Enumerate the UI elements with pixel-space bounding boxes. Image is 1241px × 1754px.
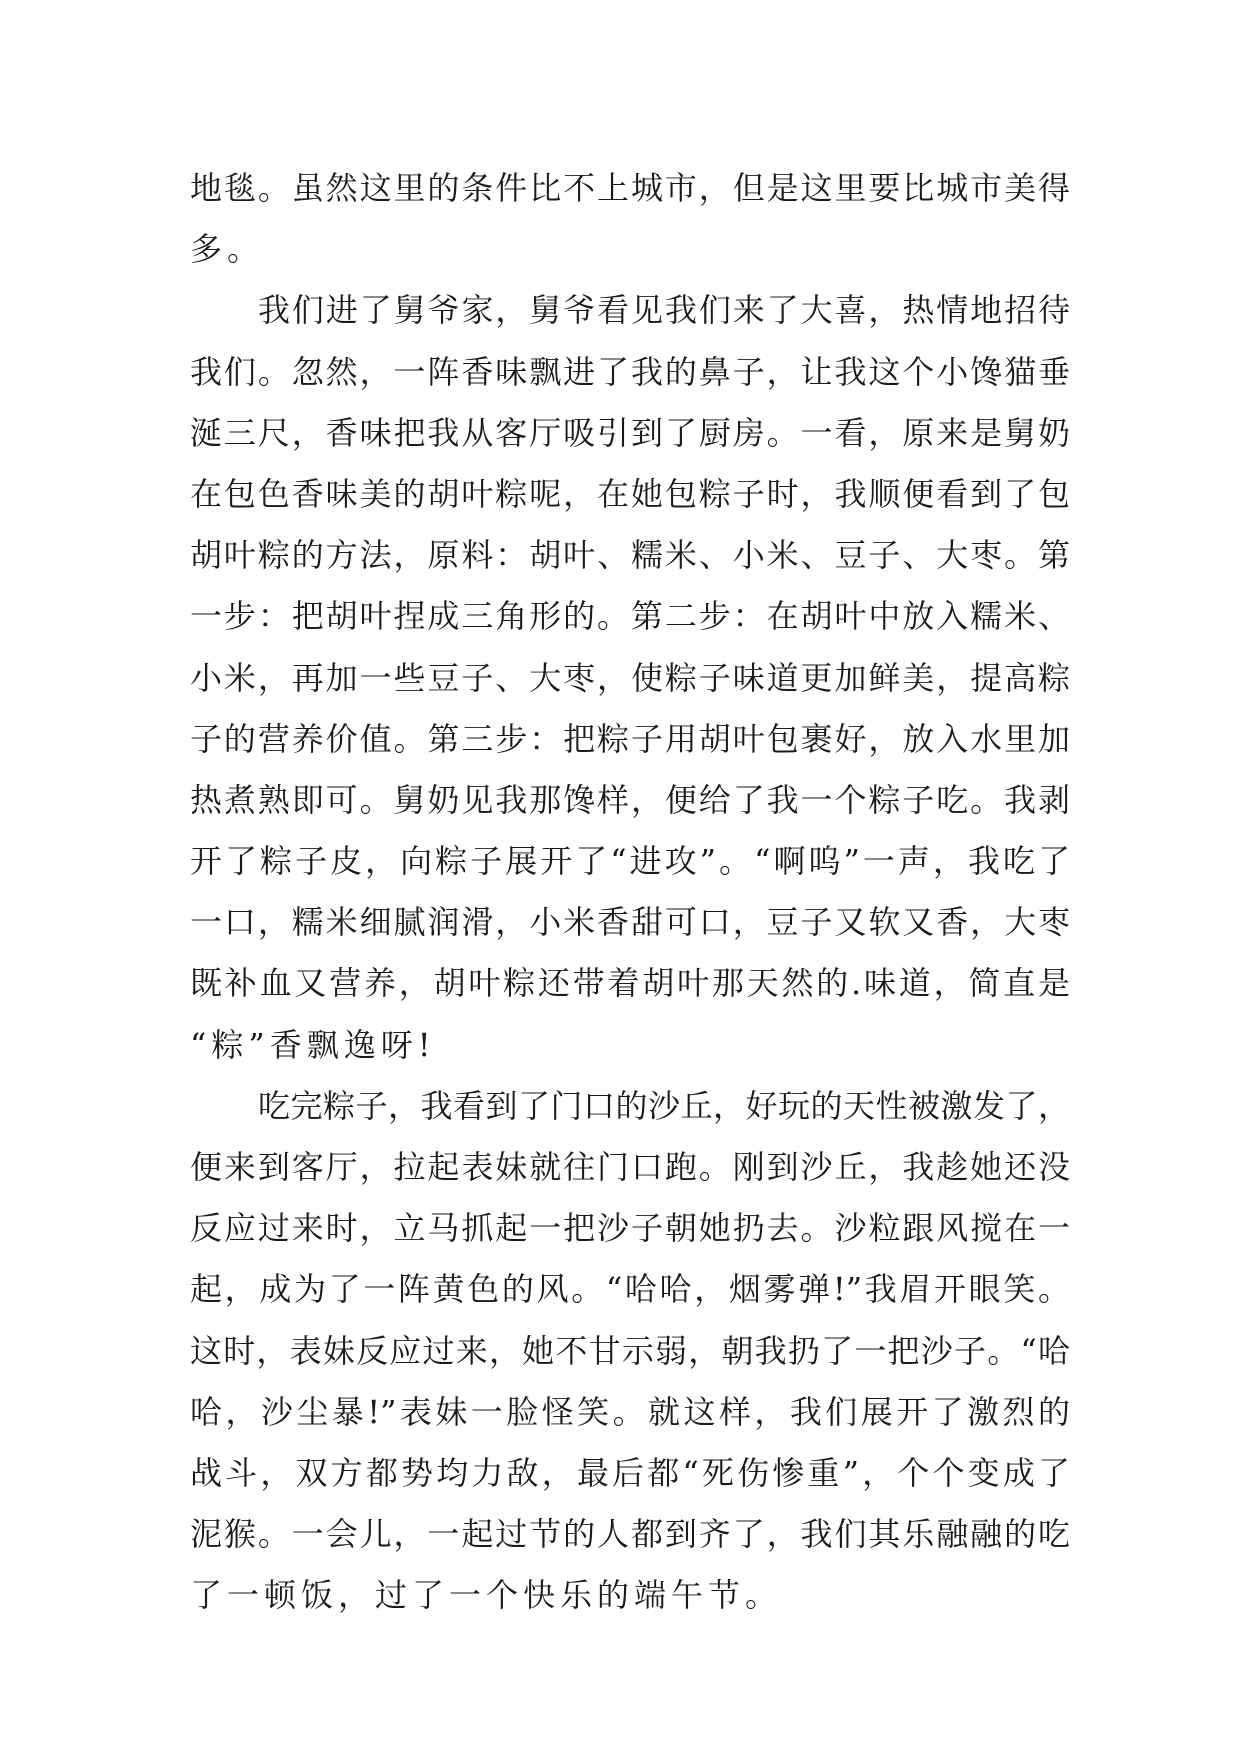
paragraph-start-line: 我们进了舅爷家，舅爷看见我们来了大喜，热情地招待 bbox=[258, 291, 1070, 330]
text-line: 既补血又营养，胡叶粽还带着胡叶那天然的.味道，简直是 bbox=[190, 964, 1070, 1003]
text-line: 便来到客厅，拉起表妹就往门口跑。刚到沙丘，我趁她还没 bbox=[190, 1148, 1070, 1186]
text-line: 地毯。虽然这里的条件比不上城市，但是这里要比城市美得 bbox=[190, 169, 1070, 207]
text-line: 热煮熟即可。舅奶见我那馋样，便给了我一个粽子吃。我剥 bbox=[190, 780, 1070, 819]
text-line: 子的营养价值。第三步：把粽子用胡叶包裹好，放入水里加 bbox=[190, 719, 1070, 758]
text-line: “粽”香飘逸呀! bbox=[190, 1025, 436, 1064]
text-line: 在包色香味美的胡叶粽呢，在她包粽子时，我顺便看到了包 bbox=[190, 474, 1070, 513]
document-body bbox=[190, 158, 1070, 1627]
text-line: 这时，表妹反应过来，她不甘示弱，朝我扔了一把沙子。“哈 bbox=[190, 1331, 1070, 1370]
text-line: 小米，再加一些豆子、大枣，使粽子味道更加鲜美，提高粽 bbox=[190, 658, 1070, 697]
text-line: 我们。忽然，一阵香味飘进了我的鼻子，让我这个小馋猫垂 bbox=[190, 352, 1070, 391]
text-line: 泥猴。一会儿，一起过节的人都到齐了，我们其乐融融的吃 bbox=[190, 1515, 1070, 1554]
paragraph-start-line: 吃完粽子，我看到了门口的沙丘，好玩的天性被激发了， bbox=[258, 1086, 1070, 1125]
text-line: 多。 bbox=[190, 230, 265, 269]
text-line: 一步：把胡叶捏成三角形的。第二步：在胡叶中放入糯米、 bbox=[190, 597, 1070, 636]
text-line: 开了粽子皮，向粽子展开了“进攻”。“啊呜”一声，我吃了 bbox=[190, 842, 1070, 881]
text-line: 了一顿饭，过了一个快乐的端午节。 bbox=[190, 1576, 783, 1615]
text-line: 起，成为了一阵黄色的风。“哈哈，烟雾弹!”我眉开眼笑。 bbox=[190, 1270, 1070, 1309]
text-line: 涎三尺，香味把我从客厅吸引到了厨房。一看，原来是舅奶 bbox=[190, 413, 1070, 452]
text-line: 反应过来时，立马抓起一把沙子朝她扔去。沙粒跟风搅在一 bbox=[190, 1209, 1070, 1248]
text-line: 胡叶粽的方法，原料：胡叶、糯米、小米、豆子、大枣。第 bbox=[190, 536, 1070, 575]
text-line: 战斗，双方都势均力敌，最后都“死伤惨重”，个个变成了 bbox=[190, 1453, 1070, 1492]
text-line: 一口，糯米细腻润滑，小米香甜可口，豆子又软又香，大枣 bbox=[190, 903, 1070, 942]
text-line: 哈，沙尘暴!”表妹一脸怪笑。就这样，我们展开了激烈的 bbox=[190, 1392, 1070, 1431]
